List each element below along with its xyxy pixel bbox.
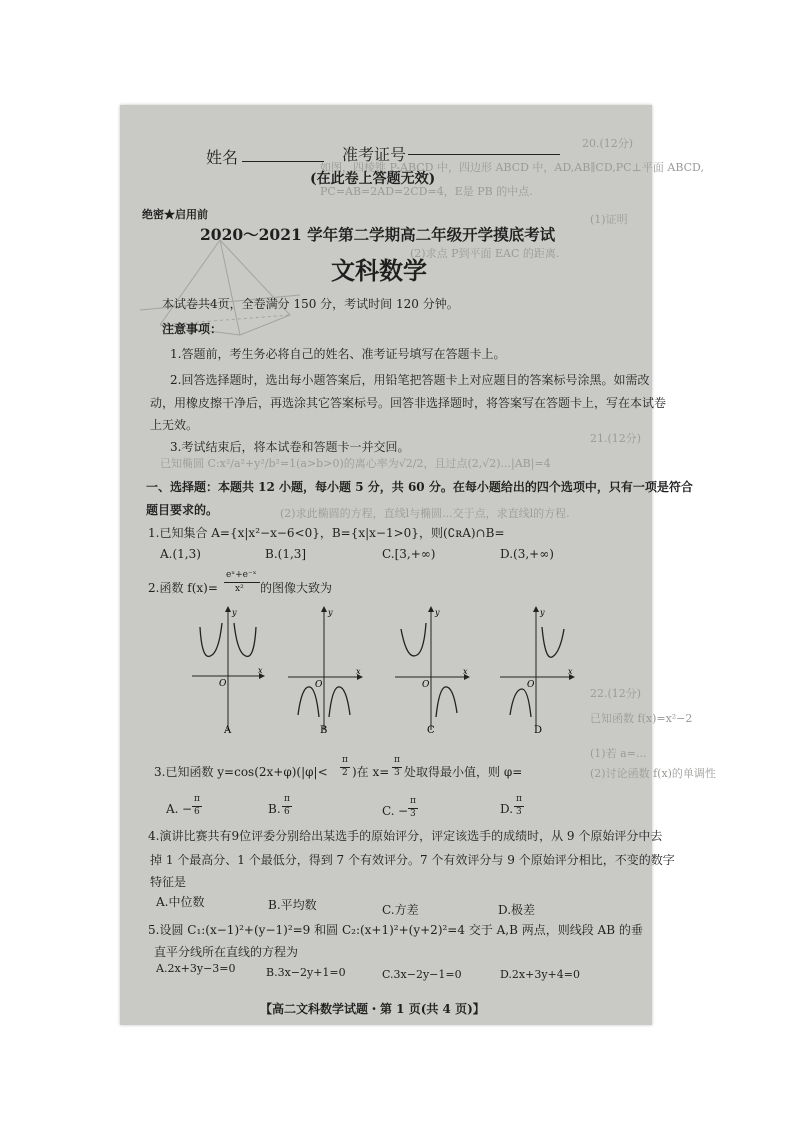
q2-b-y-label: y (328, 608, 333, 617)
notice-2-cont: 动，用橡皮擦干净后，再选涂其它答案标号。回答非选择题时，将答案写在答题卡上，写在本试卷 (150, 396, 667, 410)
exam-number-blank (408, 154, 560, 155)
q2-graph-b (288, 605, 368, 735)
invalid-note: (在此卷上答题无效) (310, 171, 436, 187)
q4-line-1: 4.演讲比赛共有9位评委分别给出某选手的原始评分，评定该选手的成绩时，从 9 个原始评分中去 (148, 829, 663, 843)
q5-option-a: A.2x+3y−3=0 (156, 962, 236, 975)
page-footer: 【高二文科数学试题・第 1 页(共 4 页)】 (260, 1002, 485, 1016)
q3-stem-b: )在 x= (352, 765, 390, 779)
q1-option-c: C.[3,+∞) (382, 547, 436, 561)
q4-line-2: 掉 1 个最高分、1 个最低分，得到 7 个有效评分。7 个有效评分与 9 个原始评分相比，不变的数字 (150, 853, 675, 867)
q2-c-origin: O (422, 680, 430, 690)
q4-option-a: A.中位数 (156, 895, 205, 909)
exam-number-label: 准考证号 (342, 145, 407, 164)
notice-title: 注意事项： (162, 322, 223, 336)
exam-paper: 20.(12分) 如图，四棱锥 P-ABCD 中，四边形 ABCD 中，AD,AB∥CD,PC⊥平面 ABCD, PC=AB=2AD=2CD=4，E是 PB 的中点. (1)证明 (2)求点 P到平面 EAC 的距离. 21.(12分) 已知椭圆 C:x²/a²+y²/b²=1(a>b>0)的离心率为√2/2，且过点(2,√2)...|AB|=4 (2)求此椭圆的方程，直线l与椭圆...交于点，求直线l的方程. 22.(12分) 已知函数 f(x)=x²−2 (1)若 a=... (2)讨论函数 f(x)的单调性 姓名 准考证号 (在此卷上答题无效) 绝密★启用前 2020～2021 学年第二学期高二年级开学摸底考试 文科数学 本试卷共4页，全卷满分 150 分，考试时间 120 分钟。 注意事项： 1.答题前，考生务必将自己的姓名、准考证号填写在答题卡上。 2.回答选择题时，选出每小题答案后，用铅笔把答题卡上对应题目的答案标号涂黑。如需改 动，用橡皮擦干净后，再选涂其它答案标号。回答非选择题时，将答案写在答题卡上，写在本试卷 上无效。 3.考试结束后，将本试卷和答题卡一并交回。 一、选择题：本题共 12 小题，每小题 5 分，共 60 分。在每小题给出的四个选项中，只有一项是符合 题目要求的。 1.已知集合 A={x|x²−x−6<0}，B={x|x−1>0}，则(∁ʀA)∩B= A.(1,3) B.(1,3] C.[3,+∞) D.(3,+∞) 2.函数 f(x)= eˣ+e⁻ˣ x² 的图像大致为 y x O A y x O B y x O C y x O D 3.已知函数 y=cos(2x+φ)(|φ|< π 2 )在 x= π 3 处取得最小值，则 φ= A. − π 6 B. π 6 C. − π 3 D. π 3 4.演讲比赛共有9位评委分别给出某选手的原始评分，评定该选手的成绩时，从 9 个原始评分中去 掉 1 个最高分、1 个最低分，得到 7 个有效评分。7 个有效评分与 9 个原始评分相比，不变的数字 特征是 A.中位数 B.平均数 C.方差 D.极差 5.设圆 C₁:(x−1)²+(y−1)²=9 和圆 C₂:(x+1)²+(y+2)²=4 交于 A,B 两点，则线段 AB 的垂 直平分线所在直线的方程为 A.2x+3y−3=0 B.3x−2y+1=0 C.3x−2y−1=0 D.2x+3y+4=0 【高二文科数学试题・第 1 页(共 4 页)】 (120, 105, 652, 1025)
q4-line-3: 特征是 (150, 875, 187, 889)
q2-numerator: eˣ+e⁻ˣ (226, 570, 257, 580)
notice-3: 3.考试结束后，将本试卷和答题卡一并交回。 (170, 440, 410, 454)
q2-b-label: B (320, 725, 328, 736)
exam-title: 2020～2021 学年第二学期高二年级开学摸底考试 (200, 225, 556, 244)
q2-fraction-bar (224, 582, 260, 583)
q2-a-x-label: x (258, 666, 263, 675)
q2-denominator: x² (235, 584, 244, 594)
q2-b-x-label: x (356, 667, 361, 676)
q2-suffix: 的图像大致为 (260, 581, 333, 595)
q5-line-2: 直平分线所在直线的方程为 (154, 945, 299, 959)
q5-option-c: C.3x−2y−1=0 (382, 968, 462, 981)
section1-heading: 一、选择题：本题共 12 小题，每小题 5 分，共 60 分。在每小题给出的四个选项中，只有一项是符合 (146, 480, 693, 494)
q3-pi-b: π (394, 755, 400, 765)
q1-option-b: B.(1,3] (265, 547, 307, 561)
notice-2: 2.回答选择题时，选出每小题答案后，用铅笔把答题卡上对应题目的答案标号涂黑。如需改 (170, 373, 650, 387)
q2-d-x-label: x (568, 667, 573, 676)
notice-1: 1.答题前，考生务必将自己的姓名、准考证号填写在答题卡上。 (170, 347, 506, 361)
q2-c-x-label: x (463, 667, 468, 676)
q2-d-label: D (534, 725, 543, 736)
q2-b-origin: O (315, 680, 323, 690)
q3-stem-c: 处取得最小值，则 φ= (404, 765, 523, 779)
q3-den-a: 2 (342, 768, 348, 778)
q3-stem-a: 3.已知函数 y=cos(2x+φ)(|φ|< (154, 765, 328, 779)
q1-option-a: A.(1,3) (160, 547, 201, 561)
exam-info: 本试卷共4页，全卷满分 150 分，考试时间 120 分钟。 (162, 297, 459, 311)
q2-a-y-label: y (232, 608, 237, 617)
q2-graph-c (395, 605, 475, 735)
q2-d-y-label: y (540, 608, 545, 617)
q2-graph-d (500, 605, 580, 735)
notice-2-end: 上无效。 (150, 418, 199, 432)
q2-a-label: A (224, 725, 232, 736)
q2-d-origin: O (527, 680, 535, 690)
q5-option-d: D.2x+3y+4=0 (500, 968, 580, 981)
q4-option-c: C.方差 (382, 903, 419, 917)
q5-option-b: B.3x−2y+1=0 (266, 966, 346, 979)
q2-c-label: C (427, 725, 435, 736)
name-label: 姓名 (206, 148, 239, 167)
q3-den-b: 3 (394, 768, 400, 778)
secret-mark: 绝密★启用前 (142, 208, 208, 221)
q2-a-origin: O (219, 679, 227, 689)
q4-option-b: B.平均数 (268, 898, 317, 912)
q1-option-d: D.(3,+∞) (500, 547, 554, 561)
q2-graph-a (192, 605, 272, 735)
q2-prefix: 2.函数 f(x)= (148, 581, 218, 595)
q1-stem: 1.已知集合 A={x|x²−x−6<0}，B={x|x−1>0}，则(∁ʀA)∩B= (148, 526, 505, 540)
name-blank (242, 161, 324, 162)
q4-option-d: D.极差 (498, 903, 536, 917)
section1-heading-cont: 题目要求的。 (146, 503, 219, 517)
q2-c-y-label: y (435, 608, 440, 617)
q3-pi-a: π (342, 755, 348, 765)
subject-title: 文科数学 (331, 256, 427, 285)
q5-line-1: 5.设圆 C₁:(x−1)²+(y−1)²=9 和圆 C₂:(x+1)²+(y+2)²=4 交于 A,B 两点，则线段 AB 的垂 (148, 923, 643, 937)
